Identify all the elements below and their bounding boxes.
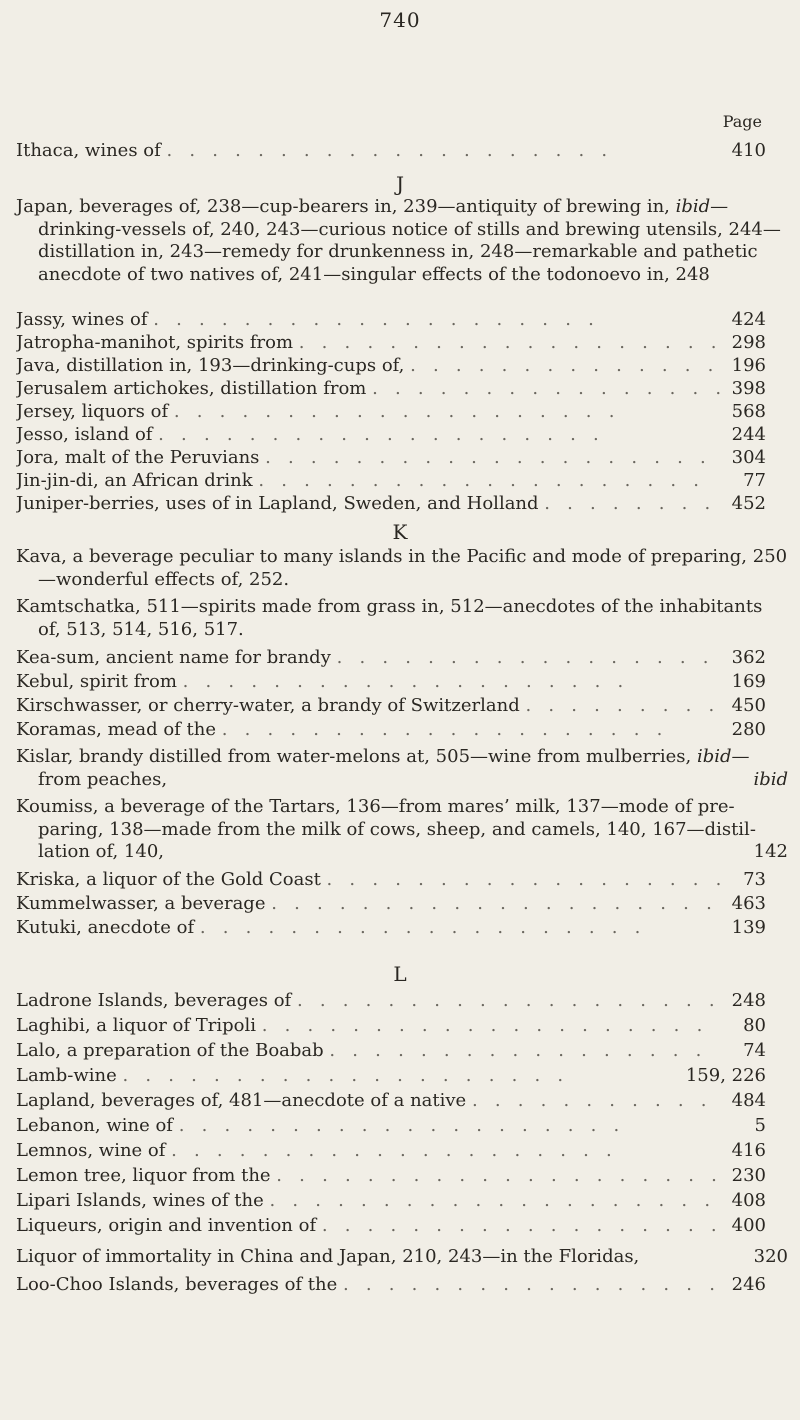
index-entry	[16, 1113, 766, 1138]
index-entry-liquor-immortality: Liquor of immortality in China and Japan, 210, 243—in the Floridas, 320	[16, 1246, 788, 1267]
section-letter-j: J	[395, 172, 405, 196]
index-entry	[16, 694, 766, 718]
index-entry	[16, 377, 766, 400]
entry-page: 139	[731, 917, 766, 938]
entry-term: Lemon tree, liquor from the . .	[16, 1163, 720, 1188]
entry-page: 416	[731, 1140, 766, 1161]
index-entry	[16, 1213, 766, 1238]
entry-page: 410	[731, 140, 766, 161]
index-entry	[16, 646, 766, 670]
section-l-list-2	[16, 1272, 766, 1297]
index-entry	[16, 1088, 766, 1113]
index-entry	[16, 718, 766, 742]
index-entry-kislar: Kislar, brandy distilled from water-melons at, 505—wine from mulberries, ibid— from peaches, ibid	[16, 746, 788, 790]
entry-term: Kebul, spirit from . .	[16, 670, 720, 694]
entry-term: Jassy, wines of . .	[16, 308, 720, 331]
entry-page: 408	[731, 1190, 766, 1211]
index-entry	[16, 1138, 766, 1163]
entry-page: 246	[731, 1274, 766, 1295]
entry-term: Liqueurs, origin and invention of . .	[16, 1213, 720, 1238]
entry-term: Ithaca, wines of . .	[16, 140, 720, 162]
entry-page: 5	[754, 1115, 766, 1136]
entry-page: 452	[731, 493, 766, 514]
entry-term: Kutuki, anecdote of . .	[16, 916, 720, 940]
entry-page: 159, 226	[685, 1065, 766, 1086]
entry-term: Kea-sum, ancient name for brandy . .	[16, 646, 720, 670]
section-k-list	[16, 646, 766, 742]
index-entry	[16, 492, 766, 515]
index-entry	[16, 916, 766, 940]
entry-term: Juniper-berries, uses of in Lapland, Sweden, and Holland . .	[16, 492, 720, 515]
index-entry	[16, 140, 766, 162]
entry-page: 450	[731, 695, 766, 716]
index-entry	[16, 354, 766, 377]
entry-page: 248	[731, 990, 766, 1011]
section-k-list-2	[16, 868, 766, 940]
index-entry	[16, 400, 766, 423]
entry-term: Koramas, mead of the . .	[16, 718, 720, 742]
index-entry	[16, 446, 766, 469]
section-letter-l: L	[393, 962, 407, 986]
entry-page: 484	[731, 1090, 766, 1111]
index-entry	[16, 892, 766, 916]
entry-term: Jerusalem artichokes, distillation from . .	[16, 377, 720, 400]
index-entry	[16, 988, 766, 1013]
entry-term: Lipari Islands, wines of the . .	[16, 1188, 720, 1213]
entry-page: 244	[731, 424, 766, 445]
entry-term: Lamb-wine . .	[16, 1063, 676, 1088]
entry-term: Laghibi, a liquor of Tripoli . .	[16, 1013, 720, 1038]
entry-term: Kummelwasser, a beverage . .	[16, 892, 720, 916]
section-letter-k: K	[392, 520, 408, 544]
page-column-label: Page	[722, 112, 762, 131]
entry-page: 280	[731, 719, 766, 740]
entry-page: 74	[743, 1040, 766, 1061]
entry-term: Ladrone Islands, beverages of . .	[16, 988, 720, 1013]
entry-page: 73	[743, 869, 766, 890]
entry-term: Lalo, a preparation of the Boabab . .	[16, 1038, 720, 1063]
index-entry	[16, 1163, 766, 1188]
index-entry-kamtschatka: Kamtschatka, 511—spirits made from grass in, 512—anecdotes of the inhabitants of, 513, 514, 516, 517.	[16, 596, 763, 640]
index-entry	[16, 1038, 766, 1063]
index-entry	[16, 1272, 766, 1297]
index-entry	[16, 1063, 766, 1088]
entry-page: 304	[731, 447, 766, 468]
index-entry	[16, 469, 766, 492]
entry-page: 400	[731, 1215, 766, 1236]
entry-term: Kirschwasser, or cherry-water, a brandy of Switzerland . .	[16, 694, 720, 718]
index-entry-japan: Japan, beverages of, 238—cup-bearers in, 239—antiquity of brewing in, ibid— drinking-vessels of, 240, 243—curious notice of stills and brewing utensils, 244—distillation in, 243—remedy for drunkenness in, 248—remarkable and pathetic anecdote of two natives of, 241—singular effects of the todonoevo in, 248	[16, 196, 781, 285]
entry-page: 463	[731, 893, 766, 914]
entry-page: 80	[743, 1015, 766, 1036]
entry-term: Lemnos, wine of . .	[16, 1138, 720, 1163]
entry-page: 77	[743, 470, 766, 491]
entry-page: 169	[731, 671, 766, 692]
entry-term: Jesso, island of . .	[16, 423, 720, 446]
index-entry	[16, 1013, 766, 1038]
entry-term: Loo-Choo Islands, beverages of the . .	[16, 1272, 720, 1297]
entry-page: 196	[731, 355, 766, 376]
entry-term: Lapland, beverages of, 481—anecdote of a native . .	[16, 1088, 720, 1113]
page-number: 740	[379, 8, 421, 32]
index-entry	[16, 670, 766, 694]
index-entry	[16, 423, 766, 446]
entry-page: 230	[731, 1165, 766, 1186]
index-entry	[16, 308, 766, 331]
entry-page: 362	[731, 647, 766, 668]
entry-page: 398	[731, 378, 766, 399]
index-entry	[16, 1188, 766, 1213]
entry-term: Jersey, liquors of . .	[16, 400, 720, 423]
entry-term: Lebanon, wine of . .	[16, 1113, 720, 1138]
index-entry	[16, 868, 766, 892]
entry-term: Jin-jin-di, an African drink . .	[16, 469, 720, 492]
index-entry-koumiss: Koumiss, a beverage of the Tartars, 136—from mares’ milk, 137—mode of pre-paring, 138—made from the milk of cows, sheep, and camels, 140, 167—distil-lation of, 140, 142	[16, 796, 788, 862]
index-entry	[16, 331, 766, 354]
entry-term: Java, distillation in, 193—drinking-cups of, . .	[16, 354, 720, 377]
index-entry-kava: Kava, a beverage peculiar to many islands in the Pacific and mode of preparing, 250—wonderful effects of, 252.	[16, 546, 788, 590]
entry-page: 298	[731, 332, 766, 353]
entry-term: Jatropha-manihot, spirits from . .	[16, 331, 720, 354]
entry-term: Jora, malt of the Peruvians . .	[16, 446, 720, 469]
section-l-list	[16, 988, 766, 1238]
entry-page: 568	[731, 401, 766, 422]
section-j-list	[16, 308, 766, 515]
entry-term: Kriska, a liquor of the Gold Coast . .	[16, 868, 720, 892]
entry-page: 424	[731, 309, 766, 330]
